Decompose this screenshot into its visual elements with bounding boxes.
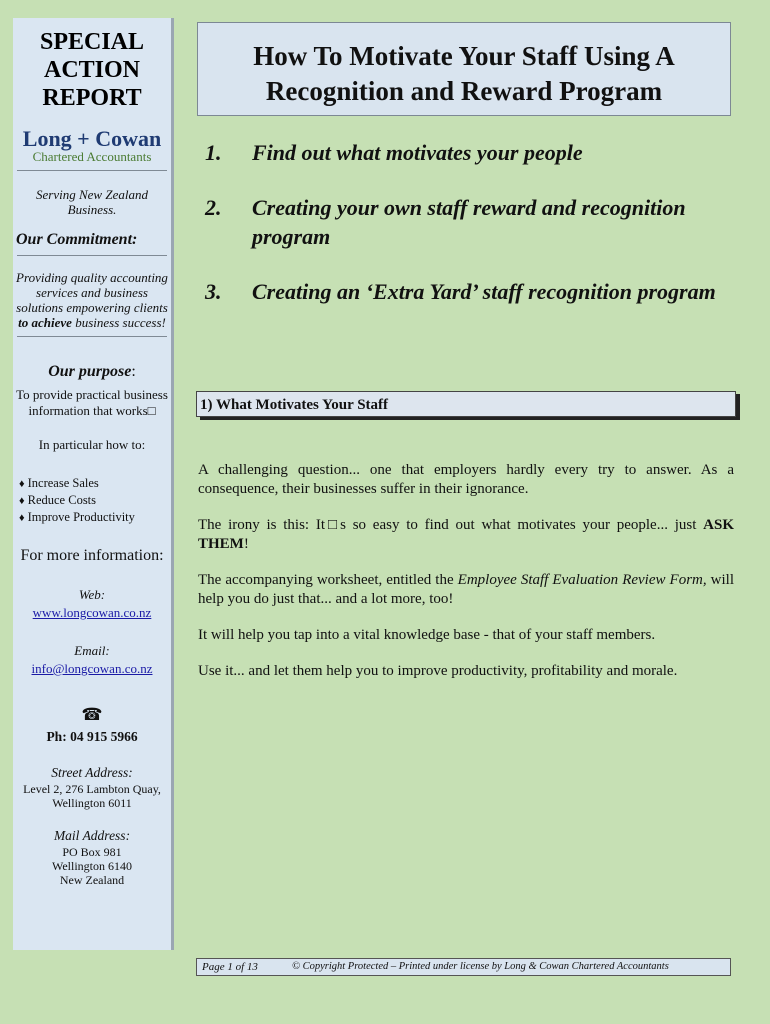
phone-number: Ph: 04 915 5966 (46, 729, 138, 744)
paragraph: A challenging question... one that employers hardly every try to answer. As a consequence, their businesses suffer in their ignorance. (198, 462, 734, 497)
list-item: ♦ Increase Sales (19, 476, 99, 490)
list-item: 2. Creating your own staff reward and recognition program (205, 195, 686, 249)
divider (17, 170, 167, 171)
divider (17, 336, 167, 337)
paragraph: The accompanying worksheet, entitled the Employee Staff Evaluation Review Form, will help you do just that... and a lot more, too! (198, 572, 735, 607)
more-info-heading: For more information: (20, 547, 164, 564)
diamond-bullet-icon: ♦ (19, 512, 25, 524)
serving-text: Serving New Zealand Business. (36, 187, 148, 217)
company-logo (13, 128, 171, 164)
paragraph: It will help you tap into a vital knowledge base - that of your staff members. (198, 627, 656, 643)
web-label: Web: (78, 587, 106, 602)
purpose-heading: Our purpose: (48, 363, 136, 380)
street-address-label: Street Address: (51, 765, 133, 780)
list-item: ♦ Improve Productivity (19, 510, 135, 524)
page-number: Page 1 of 13 (202, 961, 258, 973)
diamond-bullet-icon: ♦ (19, 495, 25, 507)
section-heading: 1) What Motivates Your Staff (196, 391, 736, 417)
page-title: How To Motivate Your Staff Using A Recognition and Reward Program (197, 22, 731, 116)
commitment-text: Providing quality accounting services and business solutions empowering clients to achieve business success! (16, 270, 168, 330)
mail-address: PO Box 981 Wellington 6140 New Zealand (51, 845, 133, 887)
copyright-notice: © Copyright Protected – Printed under license by Long & Cowan Chartered Accountants (292, 961, 669, 972)
telephone-icon: ☎ (81, 705, 103, 724)
website-link[interactable]: www.longcowan.co.nz (32, 605, 152, 620)
list-item: 3. Creating an ‘Extra Yard’ staff recognition program (205, 279, 716, 304)
email-link[interactable]: info@longcowan.co.nz (31, 661, 153, 676)
divider (17, 255, 167, 256)
page-footer (196, 958, 731, 976)
street-address: Level 2, 276 Lambton Quay, Wellington 6011 (23, 782, 161, 810)
list-item: 1. Find out what motivates your people (205, 140, 583, 165)
paragraph: Use it... and let them help you to improve productivity, profitability and morale. (198, 663, 678, 679)
list-item: ♦ Reduce Costs (19, 493, 97, 507)
diamond-bullet-icon: ♦ (19, 478, 25, 490)
mail-address-label: Mail Address: (53, 828, 131, 843)
body-text (198, 461, 734, 698)
logo-main-text: Long + Cowan (22, 126, 162, 151)
report-title: SPECIAL ACTION REPORT (39, 29, 145, 111)
bullet-list (13, 475, 171, 526)
sidebar (13, 18, 174, 950)
purpose-text: To provide practical business information that works□ (16, 387, 168, 418)
commitment-heading: Our Commitment: (16, 231, 138, 248)
paragraph: The irony is this: It□s so easy to find out what motivates your people... just ASK THEM! (198, 517, 734, 552)
email-label: Email: (74, 643, 110, 658)
contents-list (205, 138, 735, 332)
particular-text: In particular how to: (38, 437, 146, 452)
logo-sub-text: Chartered Accountants (32, 149, 152, 164)
